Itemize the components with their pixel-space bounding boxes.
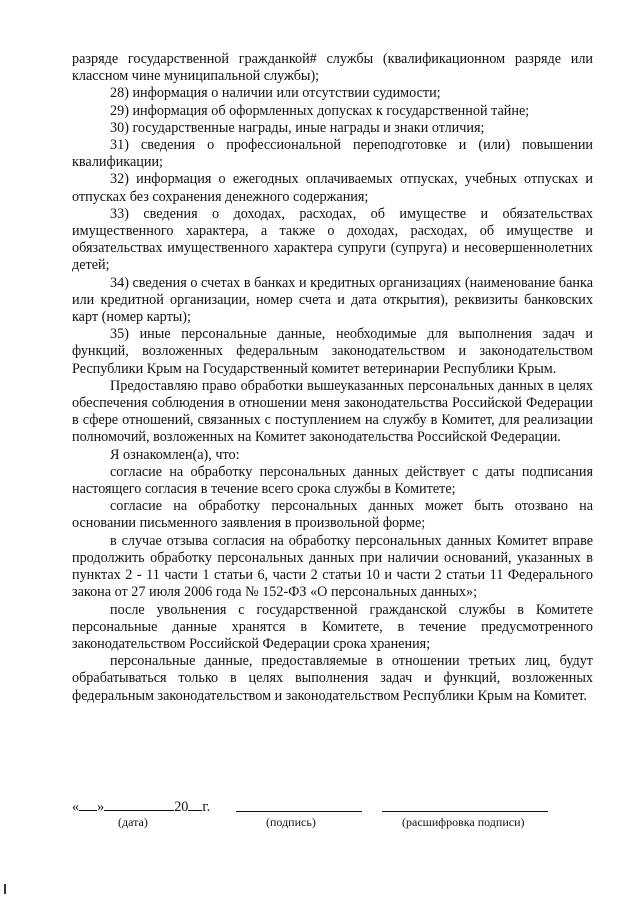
year-blank[interactable]: [188, 796, 202, 811]
paragraph: 30) государственные награды, иные награды и знаки отличия;: [110, 119, 485, 136]
paragraph: согласие на обработку персональных данных может быть отозвано на основании письменного заявления в произвольной форме;: [72, 498, 593, 532]
paragraph: 29) информация об оформленных допусках к государственной тайне;: [110, 102, 530, 119]
paragraph: 35) иные персональные данные, необходимые для выполнения задач и функций, возложенных федеральным законодательством и законодательством Республики Крым на Государственный комитет ветеринарии Республики Крым.: [72, 326, 593, 377]
date-close-quote: »: [97, 799, 105, 815]
paragraph: после увольнения с государственной гражданской службы в Комитете персональные данные хранятся в Комитете, в течение предусмотренного законодательством Российской Федерации срока хранения;: [72, 601, 593, 652]
paragraph: 33) сведения о доходах, расходах, об имуществе и обязательствах имущественного характера, а также о доходах, расходах, об имуществе и обязательствах имущественного характера супруги (супруга) и несовершеннолетних детей;: [72, 205, 593, 274]
paragraph: 28) информация о наличии или отсутствии судимости;: [110, 85, 441, 102]
paragraph: 34) сведения о счетах в банках и кредитных организациях (наименование банка или кредитной организации, номер счета и дата открытия), реквизиты банковских карт (номер карты);: [72, 274, 593, 326]
date-open-quote: «: [72, 799, 80, 815]
document-body: [72, 51, 593, 705]
signature-block: [72, 796, 593, 836]
date-field: [72, 796, 210, 816]
day-blank[interactable]: [79, 796, 97, 811]
paragraph: Предоставляю право обработки вышеуказанных персональных данных в целях обеспечения соблюдения в отношении меня законодательства Российской Федерации в сфере отношений, связанных с поступлением на службу в Комитет, для реализации полномочий, возложенных на Комитет законодательства Российской Федерации.: [72, 377, 593, 446]
month-blank[interactable]: [104, 796, 174, 811]
paragraph: в случае отзыва согласия на обработку персональных данных Комитет вправе продолжить обработку персональных данных при наличии оснований, указанных в пунктах 2 - 11 части 1 статьи 6, части 2 статьи 10 и части 2 статьи 11 Федерального закона от 27 июля 2006 года № 152-ФЗ «О персональных данных»;: [72, 532, 593, 601]
scan-margin-mark: [4, 884, 6, 894]
paragraph: согласие на обработку персональных данных действует с даты подписания настоящего согласия в течение всего срока службы в Комитете;: [72, 463, 593, 498]
paragraph: разряде государственной гражданкой# службы (квалификационном разряде или классном чине муниципальной службы);: [72, 51, 593, 85]
paragraph: 32) информация о ежегодных оплачиваемых отпусках, учебных отпусках и отпусках без сохранения денежного содержания;: [72, 171, 593, 205]
paragraph: Я ознакомлен(а), что:: [110, 446, 240, 463]
paragraph: 31) сведения о профессиональной переподготовке и (или) повышении квалификации;: [72, 137, 593, 171]
date-caption: (дата): [118, 815, 148, 829]
paragraph: персональные данные, предоставляемые в отношении третьих лиц, будут обрабатываться только в целях выполнения задач и функций, возложенных федеральным законодательством и законодательством Республики Крым на Комитет.: [72, 653, 593, 704]
signature-decoding-caption: (расшифровка подписи): [402, 815, 525, 829]
year-suffix: г.: [202, 799, 211, 815]
signature-caption: (подпись): [266, 815, 316, 829]
signature-decoding-line[interactable]: [382, 811, 548, 812]
year-prefix: 20: [174, 799, 189, 815]
signature-line[interactable]: [236, 811, 362, 812]
